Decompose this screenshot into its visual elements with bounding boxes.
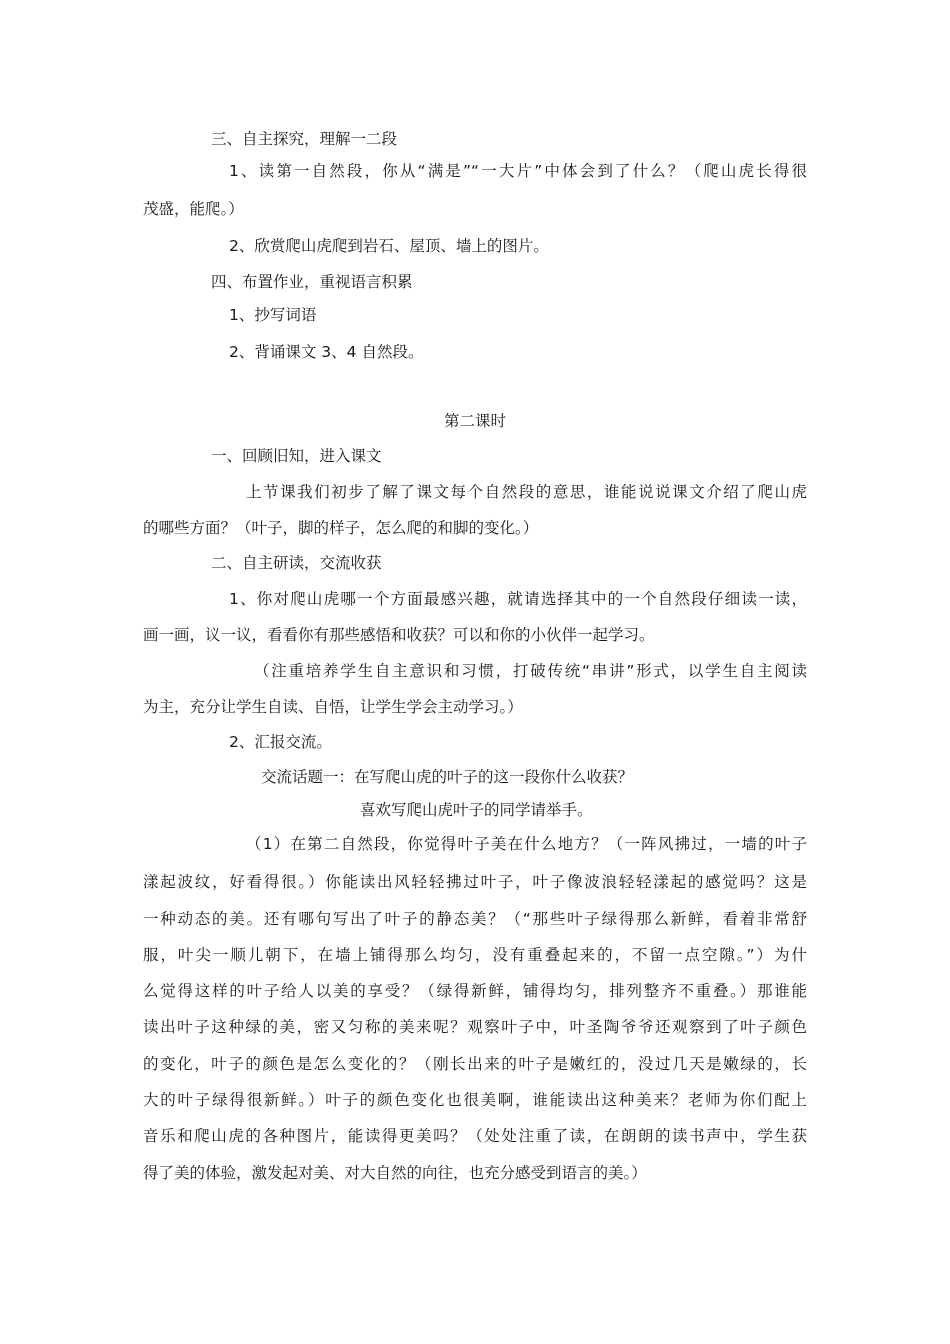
section-heading-2: 二、自主研读，交流收获 xyxy=(211,554,382,572)
paragraph-line: 画一画，议一议，看看你有那些感悟和收获？可以和你的小伙伴一起学习。 xyxy=(143,626,655,644)
topic-line: 交流话题一：在写爬山虎的叶子的这一段你什么收获？ xyxy=(261,768,634,786)
paragraph-line: 得了美的体验，激发起对美、对大自然的向往，也充分感受到语言的美。） xyxy=(143,1164,647,1182)
paragraph-line: 2、汇报交流。 xyxy=(229,733,332,751)
paragraph-line: 的哪些方面？（叶子，脚的样子，怎么爬的和脚的变化。） xyxy=(143,519,539,537)
paragraph-line: 为主，充分让学生自读、自悟，让学生学会主动学习。） xyxy=(143,698,523,716)
section-heading-3: 三、自主探究，理解一二段 xyxy=(211,130,398,148)
paragraph-line: 1、读第一自然段，你从“满是”“一大片”中体会到了什么？（爬山虎长得很 xyxy=(229,162,807,180)
paragraph-line: 的变化，叶子的颜色是怎么变化的？（刚长出来的叶子是嫩红的，没过几天是嫩绿的，长 xyxy=(143,1055,807,1073)
paragraph-line: 么觉得这样的叶子给人以美的享受？（绿得新鲜，铺得均匀，排列整齐不重叠。）那谁能 xyxy=(143,982,807,1000)
paragraph-line: 一种动态的美。还有哪句写出了叶子的静态美？（“那些叶子绿得那么新鲜，看着非常舒 xyxy=(143,910,807,928)
paragraph-line: 漾起波纹，好看得很。）你能读出风轻轻拂过叶子，叶子像波浪轻轻漾起的感觉吗？这是 xyxy=(143,873,807,891)
paragraph-line: 1、你对爬山虎哪一个方面最感兴趣，就请选择其中的一个自然段仔细读一读， xyxy=(229,590,807,608)
paragraph-line: 1、抄写词语 xyxy=(229,306,317,324)
paragraph-line: 音乐和爬山虎的各种图片，能读得更美吗？（处处注重了读，在朗朗的读书声中，学生获 xyxy=(143,1127,807,1145)
paragraph-line: 2、欣赏爬山虎爬到岩石、屋顶、墙上的图片。 xyxy=(229,237,549,255)
topic-line: 喜欢写爬山虎叶子的同学请举手。 xyxy=(360,801,593,819)
paragraph-line: 茂盛，能爬。） xyxy=(143,200,244,218)
paragraph-line: （注重培养学生自主意识和习惯，打破传统“串讲”形式，以学生自主阅读 xyxy=(254,662,807,680)
paragraph-line: 读出叶子这种绿的美，密又匀称的美来呢？观察叶子中，叶圣陶爷爷还观察到了叶子颜色 xyxy=(143,1018,807,1036)
paragraph-line: （1）在第二自然段，你觉得叶子美在什么地方？（一阵风拂过，一墙的叶子 xyxy=(246,835,807,853)
paragraph-line: 2、背诵课文 3、4 自然段。 xyxy=(229,343,424,361)
section-heading-4: 四、布置作业，重视语言积累 xyxy=(211,273,413,291)
paragraph-line: 上节课我们初步了解了课文每个自然段的意思，谁能说说课文介绍了爬山虎 xyxy=(246,483,807,501)
paragraph-line: 服，叶尖一顺儿朝下，在墙上铺得那么均匀，没有重叠起来的，不留一点空隙。”）为什 xyxy=(143,946,807,964)
paragraph-line: 大的叶子绿得很新鲜。）叶子的颜色变化也很美啊，谁能读出这种美来？老师为你们配上 xyxy=(143,1091,807,1109)
section-heading-1: 一、回顾旧知，进入课文 xyxy=(211,447,382,465)
lesson-title: 第二课时 xyxy=(443,412,506,430)
